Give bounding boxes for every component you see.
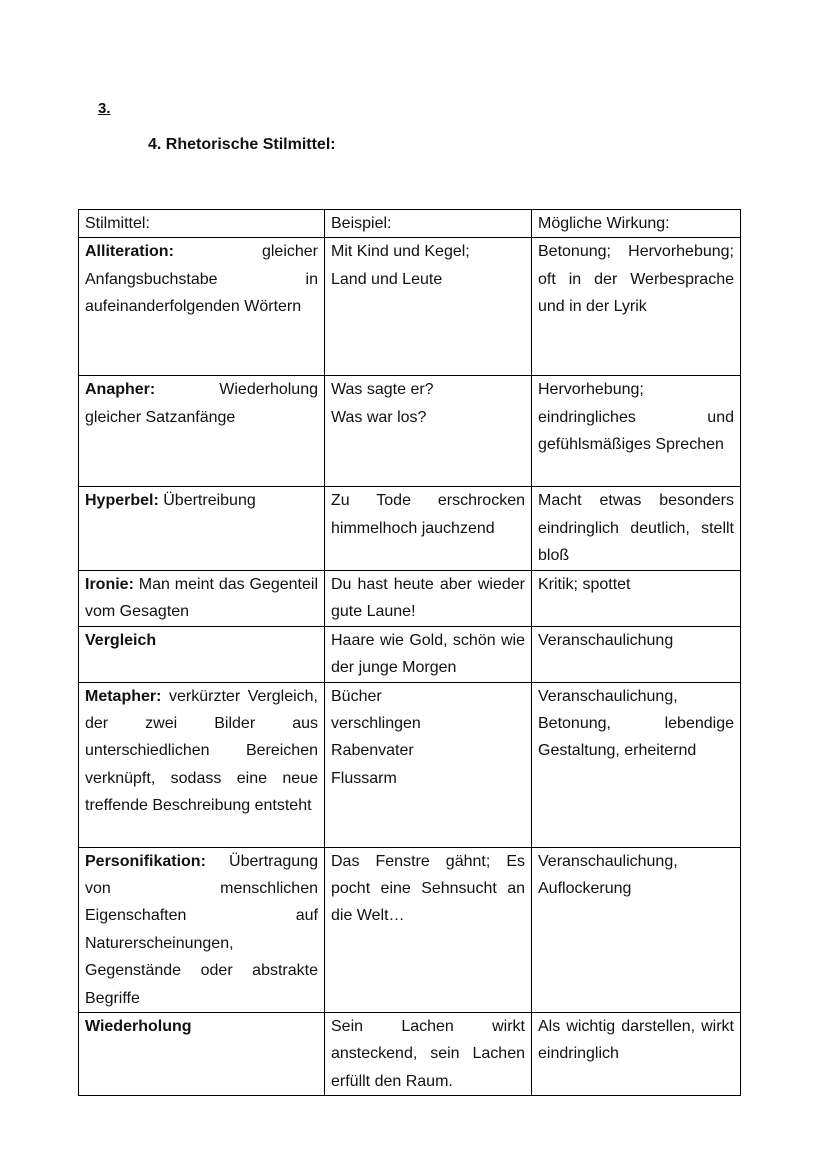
table-row: [79, 487, 741, 570]
table-row: [79, 626, 741, 682]
header-stilmittel: Stilmittel:: [79, 210, 325, 238]
stilmittel-term: Personifikation:: [85, 852, 206, 870]
table-row: [79, 1013, 741, 1096]
wirkung-cell: Betonung; Hervorhebung; oft in der Werbesprache und in der Lyrik: [532, 238, 741, 376]
table-row: [79, 847, 741, 1012]
stilmittel-definition: gleicher Anfangsbuchstabe in aufeinanderfolgenden Wörtern: [85, 243, 318, 316]
stilmittel-cell: [79, 570, 325, 626]
beispiel-line: Du hast heute aber wieder gute Laune!: [331, 575, 525, 621]
stilmittel-definition: Übertreibung: [158, 492, 256, 510]
beispiel-cell: [325, 847, 532, 1012]
beispiel-line: Haare wie Gold, schön wie der junge Morgen: [331, 631, 525, 677]
header-wirkung: Mögliche Wirkung:: [532, 210, 741, 238]
stilmittel-definition: Wiederholung gleicher Satzanfänge: [85, 381, 318, 426]
beispiel-cell: [325, 487, 532, 570]
stilmittel-definition: Übertragung von menschlichen Eigenschaften auf Naturerscheinungen, Gegenstände oder abstrakte Begriffe: [85, 852, 318, 1007]
header-beispiel: Beispiel:: [325, 210, 532, 238]
beispiel-line: Flussarm: [331, 769, 397, 787]
stilmittel-term: Anapher:: [85, 381, 156, 399]
beispiel-line: Sein Lachen wirkt ansteckend, sein Lachen erfüllt den Raum.: [331, 1018, 525, 1090]
stilmittel-cell: [79, 847, 325, 1012]
stilmittel-term: Ironie:: [85, 575, 134, 593]
stilmittel-term: Metapher:: [85, 687, 162, 705]
beispiel-line: Zu Tode erschrocken himmelhoch jauchzend: [331, 492, 525, 537]
wirkung-cell: Veranschaulichung, Auflockerung: [532, 847, 741, 1012]
stilmittel-term: Wiederholung: [85, 1018, 192, 1036]
beispiel-line: Mit Kind und Kegel;: [331, 243, 470, 261]
wirkung-cell: Kritik; spottet: [532, 570, 741, 626]
stilmittel-definition: Man meint das Gegenteil vom Gesagten: [85, 575, 318, 621]
beispiel-line: Was sagte er?: [331, 381, 434, 399]
beispiel-cell: [325, 376, 532, 487]
beispiel-line: Land und Leute: [331, 270, 443, 288]
stilmittel-cell: [79, 238, 325, 376]
wirkung-cell: Veranschaulichung: [532, 626, 741, 682]
stilmittel-cell: [79, 1013, 325, 1096]
beispiel-line: Rabenvater: [331, 742, 414, 760]
stilmittel-term: Vergleich: [85, 631, 157, 649]
table-row: [79, 238, 741, 376]
section-number: 3.: [98, 100, 111, 117]
beispiel-cell: [325, 626, 532, 682]
stilmittel-term: Hyperbel:: [85, 492, 159, 510]
table-row: [79, 570, 741, 626]
beispiel-line: Das Fenstre gähnt; Es pocht eine Sehnsucht an die Welt…: [331, 852, 525, 925]
wirkung-cell: Als wichtig darstellen, wirkt eindringlich: [532, 1013, 741, 1096]
stilmittel-definition: verkürzter Vergleich, der zwei Bilder aus unterschiedlichen Bereichen verknüpft, sodass eine neue treffende Beschreibung entsteht: [85, 687, 318, 815]
beispiel-line: Was war los?: [331, 408, 427, 426]
section-heading: 4. Rhetorische Stilmittel:: [148, 136, 336, 153]
beispiel-cell: [325, 570, 532, 626]
table-header-row: [79, 210, 741, 238]
stilmittel-term: Alliteration:: [85, 243, 174, 261]
stilmittel-cell: [79, 682, 325, 847]
stilmittel-cell: [79, 376, 325, 487]
stilmittel-cell: [79, 487, 325, 570]
table-row: [79, 376, 741, 487]
stilmittel-cell: [79, 626, 325, 682]
wirkung-cell: Macht etwas besonders eindringlich deutlich, stellt bloß: [532, 487, 741, 570]
table-row: [79, 682, 741, 847]
beispiel-cell: [325, 238, 532, 376]
beispiel-cell: [325, 682, 532, 847]
wirkung-cell: Veranschaulichung, Betonung, lebendige Gestaltung, erheiternd: [532, 682, 741, 847]
beispiel-line: verschlingen: [331, 715, 421, 733]
beispiel-line: Bücher: [331, 687, 382, 705]
wirkung-cell: Hervorhebung; eindringliches und gefühlsmäßiges Sprechen: [532, 376, 741, 487]
stilmittel-table: [78, 209, 741, 1096]
beispiel-cell: [325, 1013, 532, 1096]
